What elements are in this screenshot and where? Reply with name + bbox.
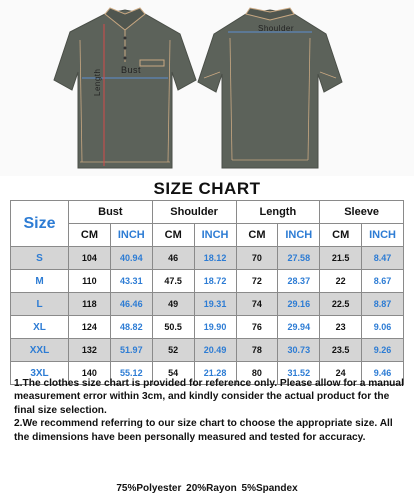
unit-inch: INCH (278, 224, 320, 247)
sleeve-cm-cell: 21.5 (320, 247, 362, 270)
sleeve-in-cell: 9.26 (362, 339, 404, 362)
unit-cm: CM (236, 224, 278, 247)
sleeve-header: Sleeve (320, 201, 404, 224)
length-cm-cell: 70 (236, 247, 278, 270)
bust-cm-cell: 132 (69, 339, 111, 362)
unit-inch: INCH (194, 224, 236, 247)
bust-in-cell: 55.12 (110, 362, 152, 385)
bust-cm-cell: 140 (69, 362, 111, 385)
shoulder-in-cell: 18.72 (194, 270, 236, 293)
product-photos (0, 0, 414, 176)
bust-in-cell: 51.97 (110, 339, 152, 362)
table-row (11, 247, 404, 270)
length-cm-cell: 72 (236, 270, 278, 293)
shoulder-label: Shoulder (258, 24, 295, 33)
length-in-cell: 28.37 (278, 270, 320, 293)
length-cm-cell: 74 (236, 293, 278, 316)
length-in-cell: 31.52 (278, 362, 320, 385)
sleeve-cm-cell: 24 (320, 362, 362, 385)
table-row (11, 339, 404, 362)
sleeve-cm-cell: 23 (320, 316, 362, 339)
sleeve-in-cell: 9.06 (362, 316, 404, 339)
front-shirt-image (54, 8, 196, 168)
material-composition: 75%Polyester 20%Rayon 5%Spandex (116, 483, 298, 494)
length-in-cell: 29.16 (278, 293, 320, 316)
unit-cm: CM (152, 224, 194, 247)
size-cell: XXL (11, 339, 69, 362)
bust-header: Bust (69, 201, 153, 224)
sleeve-cm-cell: 23.5 (320, 339, 362, 362)
table-row (11, 316, 404, 339)
shoulder-header: Shoulder (152, 201, 236, 224)
note-2: 2.We recommend referring to our size chart to choose the appropriate size. All the dimensions have been personally measured and tested for accuracy. (14, 418, 393, 443)
table-row (11, 293, 404, 316)
bust-in-cell: 43.31 (110, 270, 152, 293)
bust-cm-cell: 124 (69, 316, 111, 339)
size-header: Size (11, 201, 69, 247)
size-cell: XL (11, 316, 69, 339)
unit-inch: INCH (110, 224, 152, 247)
length-cm-cell: 80 (236, 362, 278, 385)
size-rows (11, 247, 404, 385)
sleeve-in-cell: 8.47 (362, 247, 404, 270)
shoulder-cm-cell: 46 (152, 247, 194, 270)
unit-cm: CM (320, 224, 362, 247)
bust-in-cell: 40.94 (110, 247, 152, 270)
size-cell: 3XL (11, 362, 69, 385)
unit-cm: CM (69, 224, 111, 247)
notes (14, 377, 406, 444)
bust-cm-cell: 110 (69, 270, 111, 293)
shoulder-in-cell: 19.31 (194, 293, 236, 316)
shoulder-cm-cell: 52 (152, 339, 194, 362)
length-header: Length (236, 201, 320, 224)
shoulder-cm-cell: 50.5 (152, 316, 194, 339)
unit-inch: INCH (362, 224, 404, 247)
sleeve-cm-cell: 22 (320, 270, 362, 293)
size-cell: S (11, 247, 69, 270)
shoulder-in-cell: 21.28 (194, 362, 236, 385)
sleeve-in-cell: 8.67 (362, 270, 404, 293)
bust-cm-cell: 118 (69, 293, 111, 316)
shoulder-cm-cell: 47.5 (152, 270, 194, 293)
size-cell: M (11, 270, 69, 293)
shoulder-cm-cell: 54 (152, 362, 194, 385)
length-cm-cell: 76 (236, 316, 278, 339)
shirt-illustrations (0, 0, 414, 176)
length-in-cell: 29.94 (278, 316, 320, 339)
table-unit-row (11, 224, 404, 247)
note-1: 1.The clothes size chart is provided for reference only. Please allow for a manual measurement error within 3cm, and kindly consider the actual product for the final size selection. (14, 378, 404, 416)
table-header-row (11, 201, 404, 224)
shoulder-in-cell: 20.49 (194, 339, 236, 362)
sleeve-in-cell: 9.46 (362, 362, 404, 385)
size-table (10, 200, 404, 385)
shoulder-in-cell: 18.12 (194, 247, 236, 270)
sleeve-in-cell: 8.87 (362, 293, 404, 316)
bust-cm-cell: 104 (69, 247, 111, 270)
length-label: Length (93, 68, 102, 96)
bust-in-cell: 46.46 (110, 293, 152, 316)
length-in-cell: 27.58 (278, 247, 320, 270)
length-in-cell: 30.73 (278, 339, 320, 362)
shoulder-in-cell: 19.90 (194, 316, 236, 339)
shoulder-cm-cell: 49 (152, 293, 194, 316)
length-cm-cell: 78 (236, 339, 278, 362)
sleeve-cm-cell: 22.5 (320, 293, 362, 316)
size-chart (0, 178, 414, 500)
chart-title: SIZE CHART (153, 179, 261, 198)
bust-label: Bust (121, 65, 142, 75)
bust-in-cell: 48.82 (110, 316, 152, 339)
table-row (11, 270, 404, 293)
size-cell: L (11, 293, 69, 316)
